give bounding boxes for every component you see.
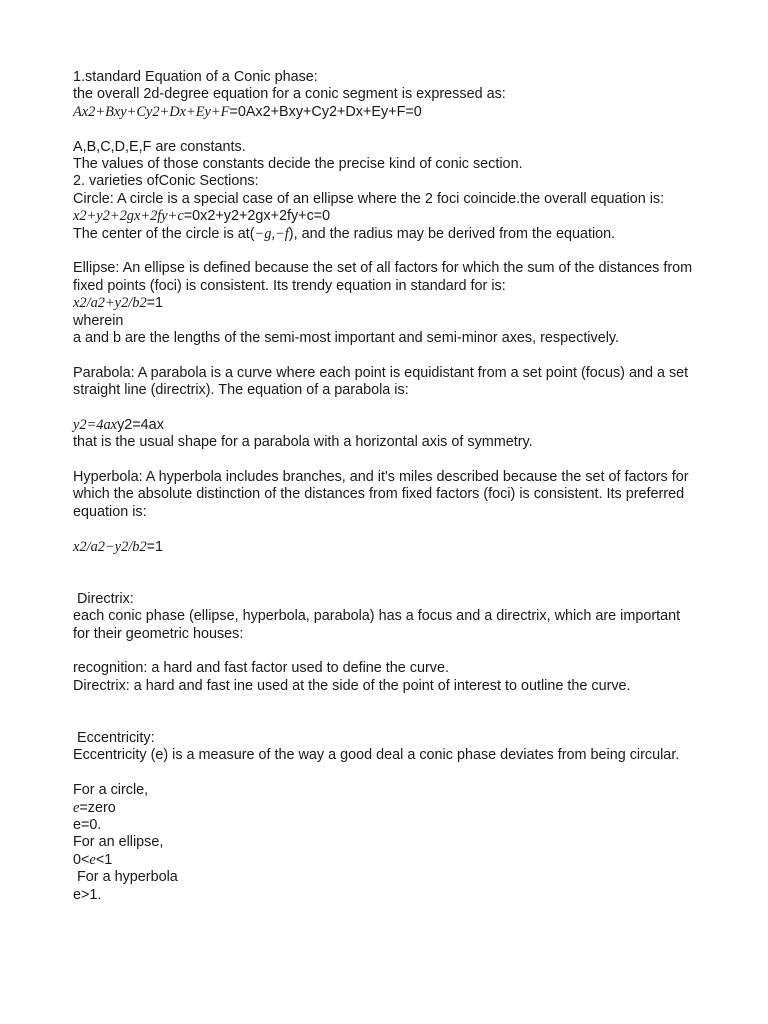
section-heading-eccentricity: Eccentricity: (73, 730, 155, 747)
circle-center-prefix: The center of the circle is at( (73, 225, 255, 242)
math-ecc-ellipse: e (89, 851, 96, 868)
math-parabola: y2=4ax (73, 416, 118, 433)
equation-parabola (73, 417, 698, 434)
paragraph-ecc-ellipse: For an ellipse, (73, 834, 164, 851)
paragraph-parabola: Parabola: A parabola is a curve where each point is equidistant from a set point (focus) and a set straight line (directrix). The equation of a parabola is: (73, 364, 689, 399)
math-ellipse: x2/a2+y2/b2 (73, 295, 147, 312)
paragraph-constant-values: The values of those constants decide the precise kind of conic section. (73, 155, 523, 172)
equation-ecc-circle (73, 800, 698, 817)
math-ecc-circle: e (73, 799, 80, 816)
section-heading-directrix: Directrix: (73, 590, 134, 607)
paragraph-directrix-recognition: recognition: a hard and fast factor used to define the curve. (73, 660, 449, 677)
paragraph-hyperbola: Hyperbola: A hyperbola includes branches, and it's miles described because the set of factors for which the absolute distinction of the distances from fixed factors (foci) is consistent. Its preferred equation is: (73, 469, 689, 520)
equation-general-conic (73, 104, 698, 121)
paragraph-general-equation-intro: the overall 2d-degree equation for a conic segment is expressed as: (73, 86, 506, 103)
paragraph-ecc-circle: For a circle, (73, 782, 149, 799)
equation-hyperbola (73, 539, 698, 556)
ecc-ellipse-prefix: 0< (73, 851, 90, 868)
ecc-ellipse-suffix: <1 (95, 851, 113, 868)
section-heading-standard-equation: 1.standard Equation of a Conic phase: (73, 69, 318, 85)
equation-parabola-text: y2=4ax (117, 416, 164, 433)
paragraph-ellipse-axes: a and b are the lengths of the semi-most important and semi-minor axes, respectively. (73, 329, 620, 346)
equation-ecc-circle-value: e=0. (73, 817, 102, 833)
paragraph-ecc-hyperbola: For a hyperbola (73, 869, 178, 886)
equation-ellipse (73, 295, 698, 312)
document-body (73, 69, 698, 904)
equation-circle (73, 208, 698, 225)
equation-general-conic-text: =0Ax2+Bxy+Cy2+Dx+Ey+F=0 (229, 103, 422, 120)
circle-center-suffix: ), and the radius may be derived from the equation. (288, 225, 616, 242)
math-general-conic: Ax2+Bxy+Cy2+Dx+Ey+F (73, 103, 230, 120)
paragraph-directrix: each conic phase (ellipse, hyperbola, parabola) has a focus and a directrix, which are important for their geometric houses: (73, 608, 681, 642)
paragraph-circle-center (73, 226, 698, 243)
equation-ecc-circle-text: =zero (79, 799, 116, 816)
paragraph-constants: A,B,C,D,E,F are constants. (73, 138, 246, 155)
equation-ecc-ellipse (73, 852, 698, 869)
paragraph-ellipse: Ellipse: An ellipse is defined because the set of all factors for which the sum of the distances from fixed points (foci) is consistent. Its trendy equation in standard for is: (73, 260, 693, 294)
paragraph-ellipse-wherein: wherein (73, 312, 124, 329)
paragraph-parabola-note: that is the usual shape for a parabola with a horizontal axis of symmetry. (73, 434, 533, 451)
section-heading-varieties: 2. varieties ofConic Sections: (73, 173, 259, 190)
math-circle-center: −g,−f (254, 225, 289, 242)
math-hyperbola: x2/a2−y2/b2 (73, 538, 147, 555)
math-circle: x2+y2+2gx+2fy+c (73, 208, 184, 225)
equation-hyperbola-text: =1 (146, 538, 164, 555)
paragraph-circle: Circle: A circle is a special case of an ellipse where the 2 foci coincide.the overall equation is: (73, 190, 665, 207)
equation-ecc-hyperbola-value: e>1. (73, 886, 102, 903)
paragraph-directrix-definition: Directrix: a hard and fast ine used at the side of the point of interest to outline the curve. (73, 677, 631, 694)
equation-ellipse-text: =1 (146, 295, 164, 312)
paragraph-eccentricity: Eccentricity (e) is a measure of the way a good deal a conic phase deviates from being circular. (73, 747, 680, 764)
equation-circle-text: =0x2+y2+2gx+2fy+c=0 (183, 208, 331, 225)
